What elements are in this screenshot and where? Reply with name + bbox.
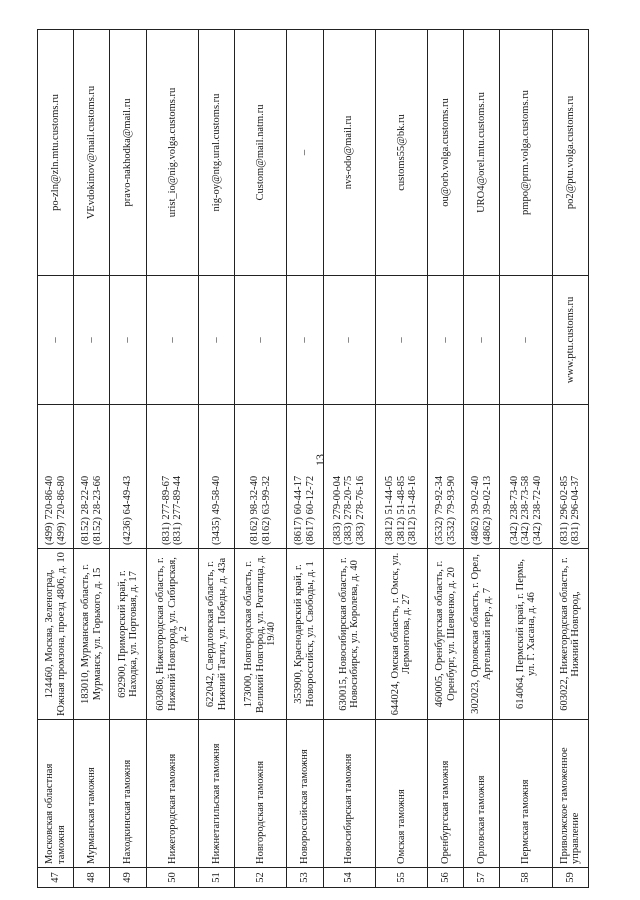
office-address: 183010, Мурманская область, г. Мурманск, ул. Горького, д. 15 xyxy=(74,549,110,720)
office-email: urist_io@nig.volga.customs.ru xyxy=(146,30,198,276)
office-address: 603086, Нижегородская область, г. Нижний Новгород, ул. Сибирская, д. 2 xyxy=(146,549,198,720)
office-website: – xyxy=(38,276,74,405)
office-email: nvs-odo@mail.ru xyxy=(323,30,375,276)
office-phones: (3532) 79-92-34 (3532) 79-93-90 xyxy=(428,405,464,549)
table-row xyxy=(552,30,588,888)
office-address: 173000, Новгородская область, г. Великий Новгород, ул. Рогатица, д. 19/40 xyxy=(235,549,287,720)
office-website: – xyxy=(500,276,552,405)
table-row xyxy=(38,30,74,888)
row-number: 49 xyxy=(110,868,146,888)
office-website: – xyxy=(375,276,427,405)
row-number: 59 xyxy=(552,868,588,888)
table-row xyxy=(464,30,500,888)
row-number: 52 xyxy=(235,868,287,888)
office-email: po2@ptu.volga.customs.ru xyxy=(552,30,588,276)
table-row xyxy=(428,30,464,888)
office-phones: (831) 277-89-67 (831) 277-89-44 xyxy=(146,405,198,549)
office-phones: (8152) 28-22-40 (8152) 28-23-66 xyxy=(74,405,110,549)
row-number: 47 xyxy=(38,868,74,888)
table-row xyxy=(235,30,287,888)
customs-table-rotated xyxy=(37,30,589,888)
table-row xyxy=(375,30,427,888)
table-row xyxy=(146,30,198,888)
row-number: 48 xyxy=(74,868,110,888)
office-email: customs55@bk.ru xyxy=(375,30,427,276)
table-row xyxy=(198,30,234,888)
table-row xyxy=(500,30,552,888)
office-email: VEvdokimov@mail.customs.ru xyxy=(74,30,110,276)
office-phones: (499) 720-86-40 (499) 720-86-80 xyxy=(38,405,74,549)
table-row xyxy=(323,30,375,888)
office-address: 302023, Орловская область, г. Орел, Артельный пер., д. 7 xyxy=(464,549,500,720)
office-name: Находкинская таможня xyxy=(110,720,146,868)
office-phones: (8162) 98-32-40 (8162) 63-99-32 xyxy=(235,405,287,549)
row-number: 50 xyxy=(146,868,198,888)
office-name: Московская областная таможня xyxy=(38,720,74,868)
office-phones: (4862) 39-02-40 (4862) 39-02-13 xyxy=(464,405,500,549)
office-address: 603022, Нижегородская область, г. Нижний Новгород, xyxy=(552,549,588,720)
row-number: 54 xyxy=(323,868,375,888)
office-email: Custom@mail.natm.ru xyxy=(235,30,287,276)
office-name: Нижегородская таможня xyxy=(146,720,198,868)
row-number: 51 xyxy=(198,868,234,888)
office-name: Пермская таможня xyxy=(500,720,552,868)
row-number: 53 xyxy=(287,868,323,888)
office-email: – xyxy=(287,30,323,276)
table-row xyxy=(74,30,110,888)
office-phones: (8617) 60-44-17 (8617) 60-12-72 xyxy=(287,405,323,549)
office-email: po-zln@zln.mtu.customs.ru xyxy=(38,30,74,276)
office-website: – xyxy=(198,276,234,405)
office-website: – xyxy=(235,276,287,405)
office-name: Орловская таможня xyxy=(464,720,500,868)
customs-table xyxy=(37,29,589,888)
page-number: 13 xyxy=(313,454,327,466)
office-website: – xyxy=(110,276,146,405)
office-website: – xyxy=(323,276,375,405)
office-name: Новосибирская таможня xyxy=(323,720,375,868)
office-address: 460005, Оренбургская область, г. Оренбург, ул. Шевченко, д. 20 xyxy=(428,549,464,720)
office-website: – xyxy=(428,276,464,405)
office-address: 644024, Омская область, г. Омск, ул. Лермонтова, д. 27 xyxy=(375,549,427,720)
row-number: 58 xyxy=(500,868,552,888)
office-name: Нижнетагильская таможня xyxy=(198,720,234,868)
table-row xyxy=(287,30,323,888)
office-email: ou@orb.volga.customs.ru xyxy=(428,30,464,276)
office-phones: (342) 238-73-40 (342) 238-73-58 (342) 238-72-40 xyxy=(500,405,552,549)
office-name: Приволжское таможенное управление xyxy=(552,720,588,868)
office-address: 124460, Москва, Зеленоград, Южная промзона, проезд 4806, д. 10 xyxy=(38,549,74,720)
table-row xyxy=(110,30,146,888)
row-number: 57 xyxy=(464,868,500,888)
office-name: Оренбургская таможня xyxy=(428,720,464,868)
office-address: 630015, Новосибирская область, г. Новосибирск, ул. Королева, д. 40 xyxy=(323,549,375,720)
office-name: Новгородская таможня xyxy=(235,720,287,868)
office-email: pmpo@prm.volga.customs.ru xyxy=(500,30,552,276)
row-number: 55 xyxy=(375,868,427,888)
office-phones: (4236) 64-49-43 xyxy=(110,405,146,549)
office-address: 353900, Краснодарский край, г. Новороссийск, ул. Свободы, д. 1 xyxy=(287,549,323,720)
office-name: Мурманская таможня xyxy=(74,720,110,868)
office-email: URO4@orel.mtu.customs.ru xyxy=(464,30,500,276)
office-name: Омская таможня xyxy=(375,720,427,868)
office-address: 614064, Пермский край, г. Пермь, ул. Г. Хасана, д. 46 xyxy=(500,549,552,720)
office-phones: (3812) 51-44-05 (3812) 51-48-85 (3812) 51-48-16 xyxy=(375,405,427,549)
row-number: 56 xyxy=(428,868,464,888)
office-address: 622042, Свердловская область, г. Нижний Тагил, ул. Победы, д. 43а xyxy=(198,549,234,720)
office-phones: (831) 296-02-85 (831) 296-04-37 xyxy=(552,405,588,549)
office-email: nig-oy@ntg.ural.customs.ru xyxy=(198,30,234,276)
office-website: – xyxy=(464,276,500,405)
office-website: – xyxy=(287,276,323,405)
office-phones: (383) 279-00-04 (383) 278-20-75 (383) 278-76-16 xyxy=(323,405,375,549)
office-address: 692900, Приморский край, г. Находка, ул. Портовая, д. 17 xyxy=(110,549,146,720)
office-name: Новороссийская таможня xyxy=(287,720,323,868)
office-phones: (3435) 49-58-40 xyxy=(198,405,234,549)
office-website: – xyxy=(74,276,110,405)
office-email: pravo-nakhodka@mail.ru xyxy=(110,30,146,276)
office-website: www.ptu.customs.ru xyxy=(552,276,588,405)
office-website: – xyxy=(146,276,198,405)
